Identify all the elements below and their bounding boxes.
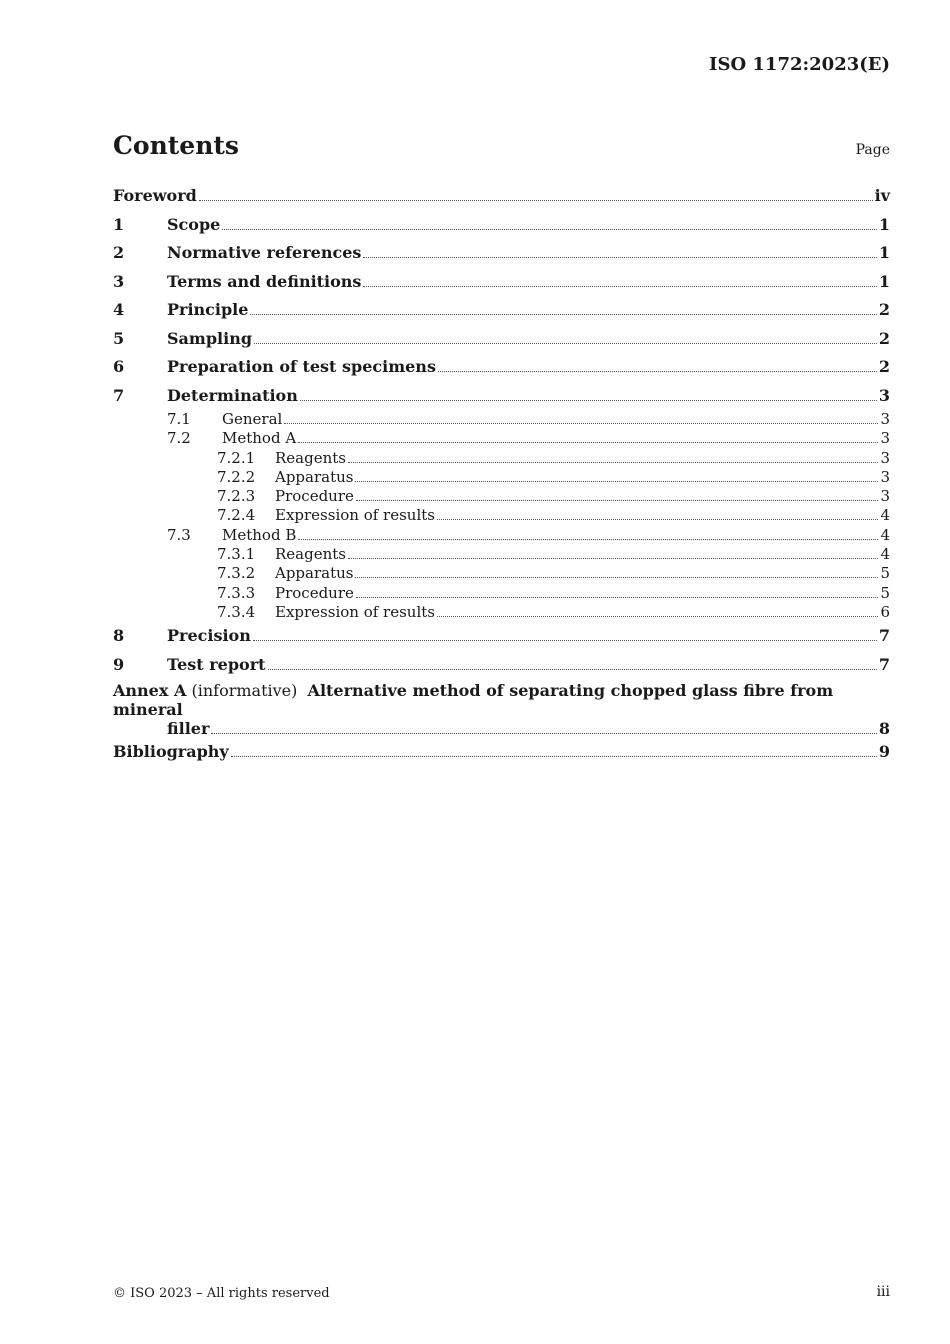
toc-number: 5	[113, 328, 125, 348]
toc-number: 1	[113, 214, 125, 234]
toc-number: 3	[113, 271, 125, 291]
toc-number: 2	[113, 243, 125, 262]
toc-title: Apparatus	[275, 564, 354, 583]
toc-page: 3	[880, 448, 890, 467]
dot-leader	[253, 639, 877, 641]
annex-line-1	[113, 681, 890, 719]
toc-page: 5	[880, 564, 890, 583]
toc-number: 7	[113, 385, 125, 405]
toc-number: 4	[113, 300, 125, 319]
toc-page: 4	[880, 545, 890, 564]
toc-title: Expression of results	[275, 506, 435, 525]
dot-leader	[254, 342, 877, 344]
toc-title: Apparatus	[275, 467, 354, 486]
toc-entry-7-2-4[interactable]	[113, 506, 890, 525]
toc-page: 3	[880, 410, 890, 428]
toc-page: iv	[874, 186, 890, 205]
toc-page: 9	[878, 742, 890, 762]
page-number: iii	[876, 1284, 890, 1300]
page-column-label: Page	[855, 142, 890, 158]
annex-title: Alternative method of separating chopped glass fibre from mineral	[113, 681, 834, 720]
toc-entry-4[interactable]	[113, 296, 890, 325]
toc-number: 6	[113, 357, 125, 376]
toc-title: Terms and definitions	[167, 271, 362, 291]
toc-title: Procedure	[275, 583, 354, 602]
toc-number: 7.1	[167, 410, 191, 428]
toc-entry-3[interactable]	[113, 268, 890, 297]
toc-title: Reagents	[275, 448, 346, 467]
dot-leader	[356, 499, 879, 501]
toc-page: 3	[880, 429, 890, 448]
toc-title: Test report	[167, 654, 266, 674]
dot-leader	[298, 538, 878, 540]
toc-page: 2	[878, 328, 890, 348]
toc-page: 2	[878, 357, 890, 376]
toc-entry-bibliography[interactable]	[113, 738, 890, 767]
toc-entry-7-1[interactable]	[113, 410, 890, 429]
toc-page: 2	[878, 300, 890, 319]
toc-title: Normative references	[167, 243, 362, 262]
toc-title: Reagents	[275, 545, 346, 564]
toc-number: 7.3.4	[217, 602, 256, 621]
toc-entry-7-3-1[interactable]	[113, 545, 890, 564]
toc-number: 7.2.4	[217, 506, 256, 525]
toc-entry-5[interactable]	[113, 325, 890, 354]
toc-entry-2[interactable]	[113, 239, 890, 268]
toc-title: Precision	[167, 626, 251, 646]
toc-page: 1	[878, 214, 890, 234]
toc-entry-8[interactable]	[113, 622, 890, 651]
toc-entry-7-3-4[interactable]	[113, 603, 890, 622]
toc-number: 9	[113, 654, 125, 674]
toc-entry-9[interactable]	[113, 651, 890, 680]
dot-leader	[437, 615, 878, 617]
toc-entry-foreword[interactable]	[113, 182, 890, 211]
toc-entry-1[interactable]	[113, 211, 890, 240]
toc-number: 7.2.1	[217, 448, 256, 467]
toc-number: 7.3	[167, 525, 191, 544]
toc-number: 7.3.2	[217, 564, 256, 583]
toc-page: 7	[878, 626, 890, 646]
toc-entry-7[interactable]	[113, 382, 890, 411]
dot-leader	[284, 422, 878, 424]
toc-number: 7.3.1	[217, 545, 256, 564]
toc-title: Method B	[222, 525, 297, 544]
toc-number: 8	[113, 626, 125, 646]
annex-label: Annex A	[113, 681, 187, 701]
dot-leader	[437, 518, 878, 520]
dot-leader	[222, 228, 877, 230]
toc-title: Method A	[222, 429, 297, 448]
toc-page: 1	[878, 243, 890, 262]
toc-page: 8	[878, 719, 890, 739]
copyright-notice: © ISO 2023 – All rights reserved	[113, 1286, 330, 1301]
toc-entry-7-3[interactable]	[113, 526, 890, 545]
toc-page: 1	[878, 271, 890, 291]
toc-title: Principle	[167, 300, 249, 319]
toc-page: 3	[880, 487, 890, 506]
contents-heading: Contents	[113, 131, 240, 160]
toc-entry-6[interactable]	[113, 353, 890, 382]
dot-leader	[298, 441, 878, 443]
document-code: ISO 1172:2023(E)	[709, 54, 890, 75]
toc-number: 7.2.3	[217, 487, 256, 506]
annex-type: (informative)	[191, 681, 298, 701]
toc-entry-7-2-3[interactable]	[113, 487, 890, 506]
dot-leader	[363, 285, 876, 287]
toc-title: Procedure	[275, 487, 354, 506]
dot-leader	[300, 399, 877, 401]
dot-leader	[231, 755, 877, 757]
toc-page: 4	[880, 506, 890, 525]
toc-entry-7-3-2[interactable]	[113, 564, 890, 583]
dot-leader	[355, 576, 878, 578]
toc-title: Bibliography	[113, 742, 229, 762]
toc-page: 3	[880, 467, 890, 486]
dot-leader	[211, 732, 876, 734]
toc-title: Foreword	[113, 186, 197, 205]
toc-title: Sampling	[167, 328, 253, 348]
toc-entry-7-3-3[interactable]	[113, 584, 890, 603]
toc-entry-annex-a[interactable]	[113, 681, 890, 738]
dot-leader	[250, 313, 876, 315]
dot-leader	[348, 557, 878, 559]
toc-number: 7.2	[167, 429, 191, 448]
toc-title: General	[222, 410, 283, 428]
dot-leader	[363, 256, 876, 258]
toc-number: 7.2.2	[217, 467, 256, 486]
dot-leader	[268, 668, 877, 670]
dot-leader	[438, 370, 877, 372]
toc-page: 5	[880, 583, 890, 602]
toc-page: 4	[880, 525, 890, 544]
toc-page: 3	[878, 385, 890, 405]
toc-title: Determination	[167, 385, 298, 405]
toc-entry-7-2[interactable]	[113, 429, 890, 448]
annex-title-continued: filler	[167, 719, 210, 739]
toc-title: Scope	[167, 214, 221, 234]
dot-leader	[348, 461, 878, 463]
table-of-contents	[113, 182, 890, 767]
toc-number: 7.3.3	[217, 583, 256, 602]
toc-entry-7-2-2[interactable]	[113, 468, 890, 487]
toc-page: 6	[880, 602, 890, 621]
annex-line-2	[113, 719, 890, 738]
dot-leader	[355, 480, 878, 482]
dot-leader	[199, 199, 873, 201]
dot-leader	[356, 596, 879, 598]
toc-entry-7-2-1[interactable]	[113, 449, 890, 468]
toc-title: Preparation of test specimens	[167, 357, 436, 376]
toc-title: Expression of results	[275, 602, 435, 621]
toc-page: 7	[878, 654, 890, 674]
